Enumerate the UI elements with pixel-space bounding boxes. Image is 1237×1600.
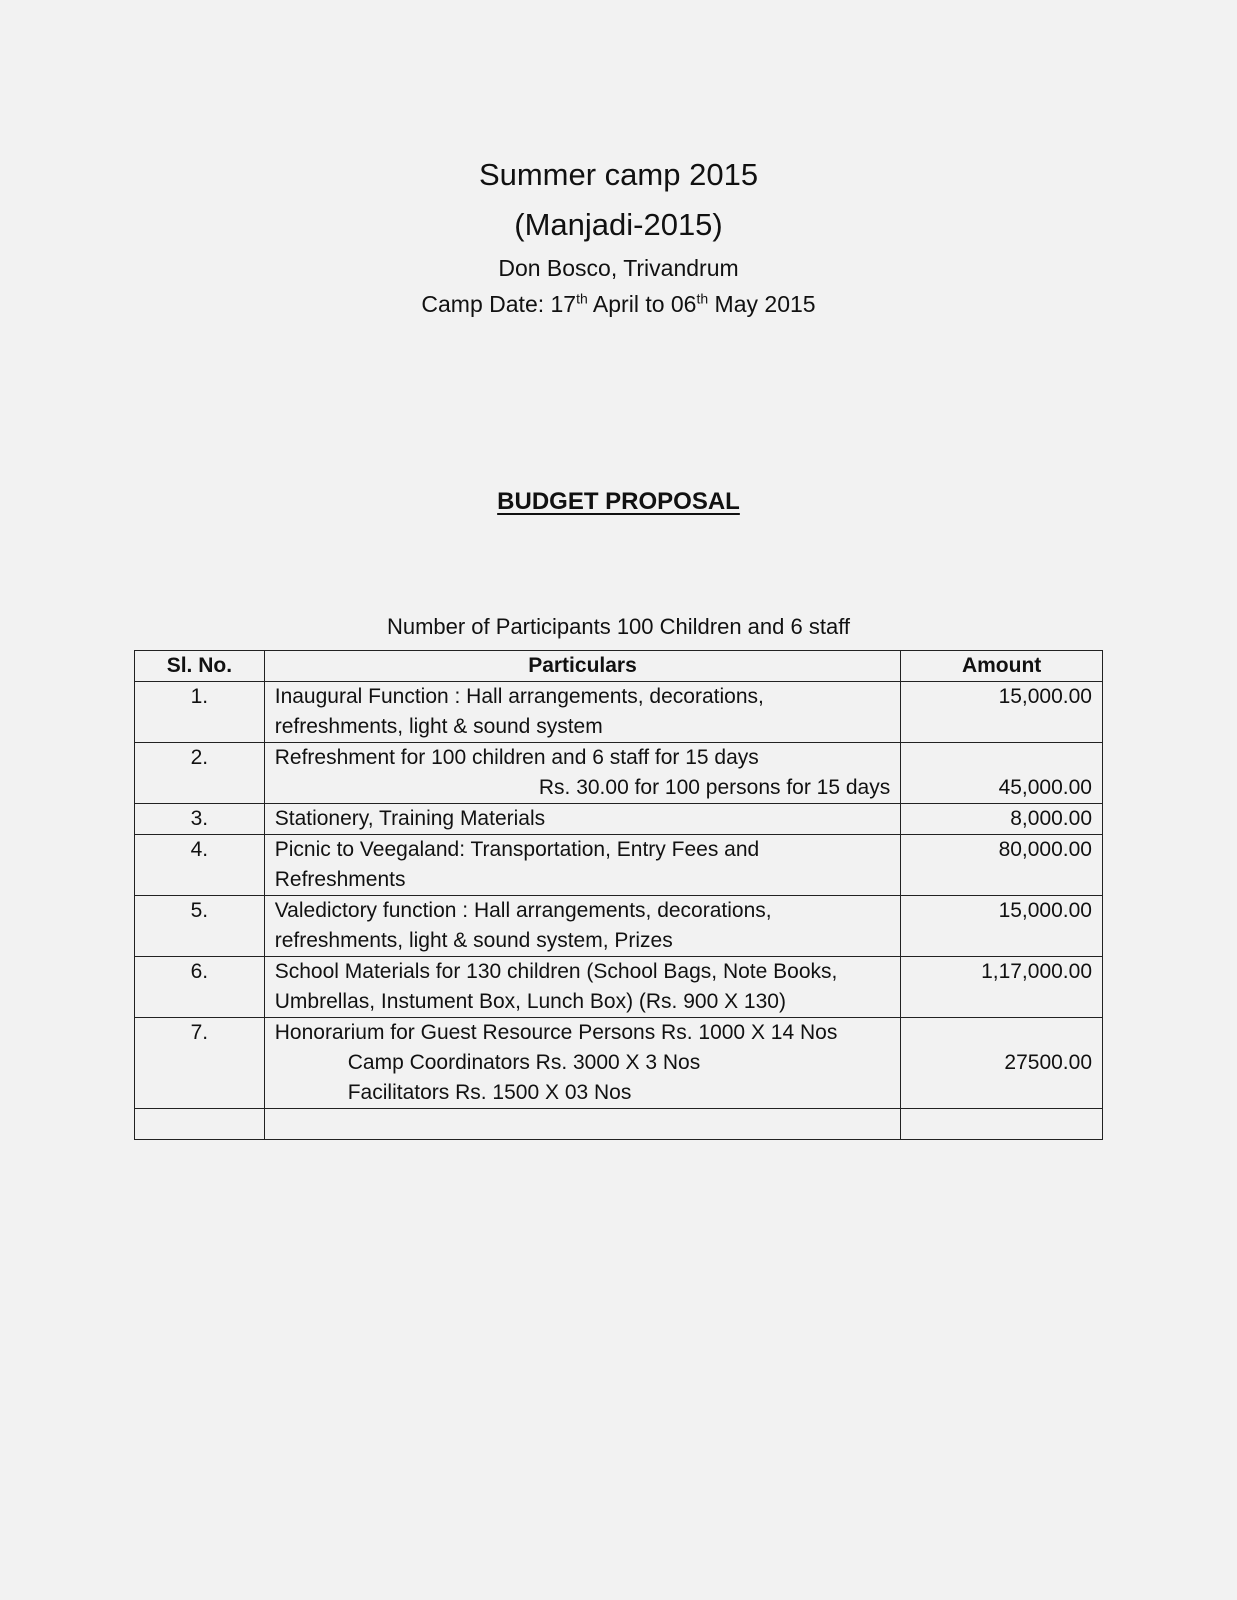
row-sl: 7. xyxy=(135,1018,265,1109)
table-row xyxy=(135,804,1103,835)
particulars-line: Honorarium for Guest Resource Persons Rs. 1000 X 14 Nos xyxy=(274,1021,838,1044)
row-particulars xyxy=(264,957,901,1018)
row-amount: 8,000.00 xyxy=(901,804,1103,835)
table-row xyxy=(135,682,1103,743)
particulars-line: refreshments, light & sound system, Prizes xyxy=(274,929,673,952)
table-row xyxy=(135,1018,1103,1109)
table-header-row xyxy=(135,651,1103,682)
row-amount-empty xyxy=(901,1109,1103,1140)
particulars-line: Refreshment for 100 children and 6 staff for 15 days xyxy=(274,746,759,769)
particulars-line: Stationery, Training Materials xyxy=(274,807,546,830)
row-amount: 15,000.00 xyxy=(901,896,1103,957)
row-sl: 5. xyxy=(135,896,265,957)
particulars-line: Picnic to Veegaland: Transportation, Entry Fees and xyxy=(274,838,760,861)
camp-date-prefix: Camp Date: 17 xyxy=(421,291,577,317)
particulars-line: Inaugural Function : Hall arrangements, decorations, xyxy=(274,685,764,708)
table-row xyxy=(135,957,1103,1018)
document-title: Summer camp 2015 xyxy=(478,157,759,192)
particulars-line: Valedictory function : Hall arrangements, decorations, xyxy=(274,899,772,922)
row-particulars xyxy=(264,804,901,835)
row-amount: 27500.00 xyxy=(901,1018,1103,1109)
row-particulars-empty xyxy=(264,1109,901,1140)
particulars-line: refreshments, light & sound system xyxy=(274,715,603,738)
document-header xyxy=(0,150,1237,322)
row-particulars xyxy=(264,1018,901,1109)
participants-line: Number of Participants 100 Children and 6 staff xyxy=(386,614,851,639)
row-sl-empty xyxy=(135,1109,265,1140)
row-amount: 45,000.00 xyxy=(901,743,1103,804)
row-sl: 4. xyxy=(135,835,265,896)
row-amount: 15,000.00 xyxy=(901,682,1103,743)
camp-date-sup-1: th xyxy=(576,290,588,307)
particulars-line: Camp Coordinators Rs. 3000 X 3 Nos xyxy=(347,1051,701,1074)
table-row xyxy=(135,896,1103,957)
row-particulars xyxy=(264,743,901,804)
document-subtitle: (Manjadi-2015) xyxy=(514,207,723,242)
particulars-line: Umbrellas, Instument Box, Lunch Box) (Rs. 900 X 130) xyxy=(274,990,786,1013)
camp-date-suffix: May 2015 xyxy=(708,291,816,317)
row-particulars xyxy=(264,835,901,896)
particulars-line: Facilitators Rs. 1500 X 03 Nos xyxy=(347,1081,632,1104)
row-particulars xyxy=(264,682,901,743)
particulars-line: School Materials for 130 children (School Bags, Note Books, xyxy=(274,960,838,983)
row-sl: 6. xyxy=(135,957,265,1018)
row-amount: 1,17,000.00 xyxy=(901,957,1103,1018)
table-row xyxy=(135,743,1103,804)
camp-date-sup-2: th xyxy=(696,290,709,307)
camp-date-mid: April to 06 xyxy=(587,291,697,317)
table-row xyxy=(135,835,1103,896)
particulars-line: Refreshments xyxy=(274,868,406,891)
budget-table xyxy=(134,650,1103,1140)
header-sl-no: Sl. No. xyxy=(135,651,265,682)
header-amount: Amount xyxy=(901,651,1103,682)
row-amount: 80,000.00 xyxy=(901,835,1103,896)
row-sl: 2. xyxy=(135,743,265,804)
camp-date-line xyxy=(0,286,1237,322)
budget-heading: BUDGET PROPOSAL xyxy=(497,488,740,515)
header-particulars: Particulars xyxy=(264,651,901,682)
table-row-empty xyxy=(135,1109,1103,1140)
row-sl: 1. xyxy=(135,682,265,743)
particulars-line: Rs. 30.00 for 100 persons for 15 days xyxy=(538,776,891,799)
location-line: Don Bosco, Trivandrum xyxy=(498,255,739,281)
row-particulars xyxy=(264,896,901,957)
row-sl: 3. xyxy=(135,804,265,835)
